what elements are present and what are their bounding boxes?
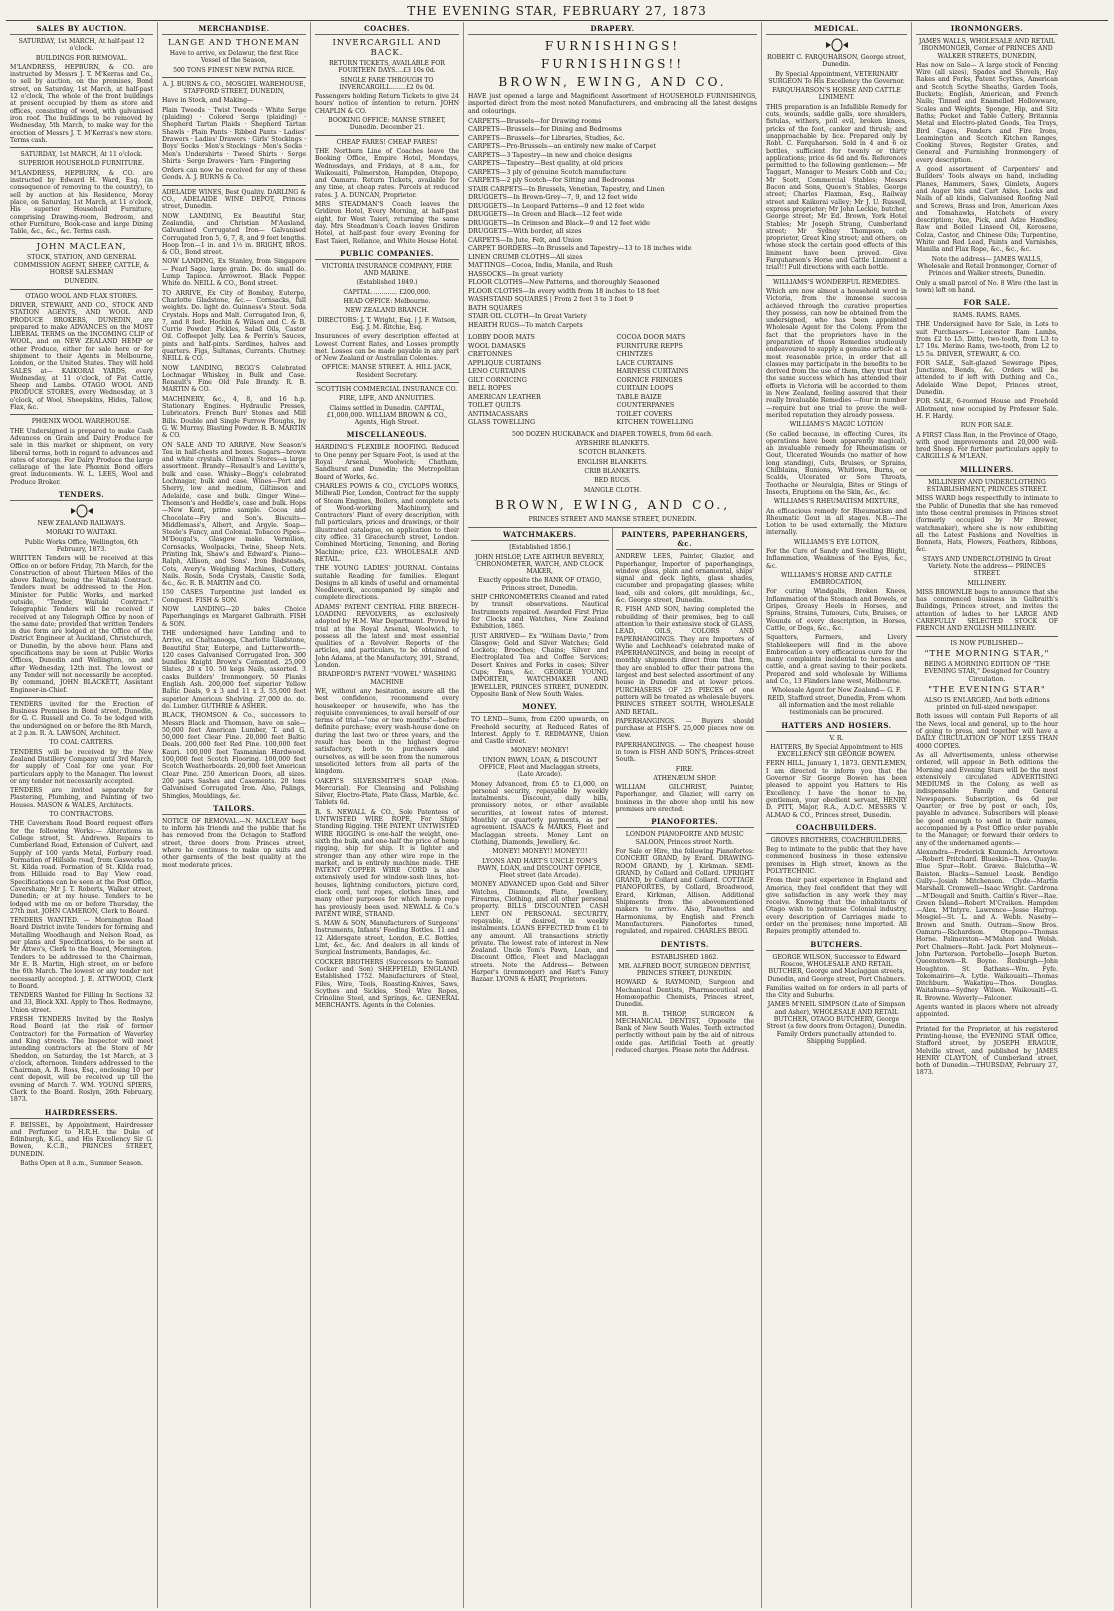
ad-walls-heading: JAMES WALLS, WHOLESALE AND RETAIL IRONMONGER, Corner of PRINCES AND WALKER STREETS, DUNEDIN, — [918, 38, 1056, 60]
ad-machinery: MACHINERY, &c., 4, 8, and 16 h.p. Stationary Engines. Hydraulic Presses, Lubricators. French Burr Stones and Mill Bills. Double and Single Furrow Ploughs, by G. W. Murray. Blasting Powder. R. B. MARTIN & CO. — [162, 395, 306, 440]
section-for-sale: FOR SALE. — [916, 296, 1058, 309]
divider — [10, 289, 153, 290]
ad-insurance-office: OFFICE: MANSE STREET. A. HILL JACK, Resident Secretary. — [321, 364, 453, 379]
list-item: AMERICAN LEATHER — [468, 392, 541, 401]
ad-money-heading-2: MONEY! MONEY!! MONEY!!! — [492, 848, 588, 856]
ad-farquharson-name: ROBERT C. FARQUHARSON, George street, Dunedin. — [766, 54, 907, 69]
ad-dentist-established: ESTABLISHED 1862. — [651, 953, 719, 961]
ad-rheumatism: WILLIAMS'S RHEUMATISM MIXTURE, — [773, 498, 900, 506]
list-item: LENO CURTAINS — [468, 367, 526, 376]
divider — [10, 697, 153, 698]
ad-scotch: SCOTCH BLANKETS. — [578, 449, 647, 457]
ad-throp: MR. B. THROP, SURGEON & MECHANICAL DENTIST, Opposite the Bank of New South Wales. Teeth extracted perfectly without pain by the aid of nitrous oxide gas. Artificial Teeth at greatly reduced charges. Please note the Address. — [615, 1010, 754, 1055]
ad-miss-ward: MISS WARD begs respectfully to intimate to the Public of Dunedin that she has removed into those central premises in Princes street (formerly occupied by Mr Brewer, watchmaker), where she is now exhibiting all the Latest Fashions and Novelties in Bonnets, Hats, Flowers, Feathers, Ribbons, &c. — [916, 495, 1058, 554]
royal-crest-icon — [69, 504, 95, 518]
ad-auction-text-2: M'LANDRESS, HEPBURN, & CO. are instructed by Edward H. Ward, Esq. (in consequence of removing to the country), to sell by auction at his Residence, Moray place, on Saturday, 1st March, at 11 o'clock, His superior Household Furniture, comprising Drawing-room, Bedroom, and other Furniture, Book-case and large Dining Table, &c., &c., &c. Terms cash. — [10, 169, 153, 236]
ad-groves-text: Beg to intimate to the public that they have commenced business in those extensive premises in High street, known as the POLYTECHNIC. — [766, 846, 907, 875]
ad-directors: DIRECTORS: J. T. Wright, Esq. | J. F. Watson, Esq. J. M. Ritchie, Esq. — [317, 316, 457, 331]
ad-victoria-capital: CAPITAL ............ £200,000. — [343, 288, 431, 296]
list-item: CARPETS—Brussels—for Drawing rooms — [468, 116, 602, 125]
ad-railways-sub: MORAKI TO WAITAKI. — [46, 529, 117, 537]
subcolumn-left — [468, 528, 613, 1056]
ad-railways-heading: NEW ZEALAND RAILWAYS. — [37, 520, 126, 528]
section-butchers: BUTCHERS. — [766, 938, 907, 951]
ad-fish-son: R. FISH AND SON, having completed the rebuilding of their premises, beg to call attention to their extensive stock of GLASS, LEAD, OILS, COLORS AND PAPERHANGINGS. They are Importers of Wylie and Lochhead's celebrated make of PAPERHANGINGS, and being in receipt of monthly shipments direct from that firm, they are enabled to offer their patrons the largest and best selected assortment of any house in Dunedin and at lower prices. PURCHASERS OF 25 PIECES of one pattern will be treated as wholesale buyers. PRINCES STREET SOUTH, WHOLESALE AND RETAIL. — [615, 606, 754, 716]
column-2 — [158, 22, 311, 1608]
ad-piano-saloon: LONDON PIANOFORTE AND MUSIC SALOON, Princes street North. — [625, 831, 744, 846]
ad-coal-text: TENDERS will be received by the New Zealand Distillery Company until 3rd March, for supply of Coal for one year. For particulars apply to the Manager. The lowest or any tender not necessarily accepted. — [10, 748, 153, 785]
ad-brown-ewing-intro: HAVE just opened a large and Magnificent Assortment of HOUSEHOLD FURNISHINGS, imported direct from the most noted Manufacturers, and embracing all the latest designs and colourings. — [468, 93, 757, 115]
ad-walls-address: Note the address— JAMES WALLS, Wholesale and Retail Ironmonger, Corner of Princes and Walker streets, Dunedin. — [917, 255, 1057, 278]
ad-beissel: F. BEISSEL, by Appointment, Hairdresser and Perfumer to H.R.H. the Duke of Edinburgh, K.G., and His Excellency Sir G. Bowen, K.C.B., PRINCES STREET, DUNEDIN. — [10, 1121, 153, 1158]
ad-auction-heading: BUILDINGS FOR REMOVAL. — [35, 54, 128, 62]
carpet-list — [468, 117, 757, 330]
ad-victoria-established: (Established 1849.) — [356, 279, 418, 287]
list-item: FLOOR CLOTHS—In every width from 18 inches to 18 feet — [468, 286, 660, 295]
ad-wool-text: DRIVER, STEWART, AND CO., STOCK AND STATION AGENTS, AND WOOL AND PRODUCE BROKERS, DUNEDIN, are prepared to make ADVANCES on the MOST LIBERAL TERMS on the INCOMING CLIP of WOOL, and on NEW ZEALAND HEMP or other Produce, either for sale here or for shipment to their Agents in Melbourne, London, or the United States. They will hold SALES at— KAIKORAI YARDS, every Wednesday, at 11 o'clock, of Fat Cattle, Sheep and Lambs. OTAGO WOOL AND PRODUCE STORES, every Wednesday, at 3 o'clock, of Wool, Sheepskins, Hides, Tallow, Flax, &c. — [10, 301, 153, 412]
ad-eye-lotion: WILLIAMS'S EYE LOTION, — [793, 538, 880, 546]
ad-phoenix-text: THE Undersigned is prepared to make Cash Advances on Grain and Dairy Produce for sale in this market or shipment, on very liberal terms, both in regard to advances and rates of storage. For Dairy Produce the large cellarage of the late Phœnix Bond offers great inducements. W. L. LEES, Wool and Produce Broker. — [10, 427, 153, 486]
list-item: STAIR CARPETS—In Brussels, Venetian, Tapestry, and Linen — [468, 184, 665, 193]
list-item: APPLIQUE CURTAINS — [468, 358, 542, 367]
ad-farquharson-appointment: By Special Appointment, VETERINARY SURGEON To His Excellency the Governor. — [768, 70, 905, 85]
ad-lange-text: Have to arrive, ex Delawur, the first Rice Vessel of the Season, — [169, 50, 299, 65]
ad-paperhangings-2: PAPERHANGINGS. — The cheapest house in town is FISH AND SON'S, Princes-street South. — [615, 741, 754, 764]
ad-insurance-text: Insurances of every description effected at Lowest Current Rates, and Losses promptly met. Losses can be made payable in any part of New Zealand or Australian Colonies. — [315, 333, 459, 363]
ad-millinery-heading-2: MILLINERY. — [967, 579, 1007, 587]
ad-chaplin: Passengers holding Return Tickets to give 24 hours' notice of intention to return. JOHN CHAPLIN & CO. — [315, 93, 459, 115]
ad-magic-lotion: WILLIAMS'S MAGIC LOTION — [789, 421, 884, 429]
ad-bed-rugs: BED RUGS. — [594, 477, 631, 485]
list-item: HEARTH RUGS—To match Carpets — [468, 320, 583, 329]
section-hairdressers: HAIRDRESSERS. — [10, 1106, 153, 1119]
ad-burns-heading: A. J. BURNS & CO., MOSGIEL WAREHOUSE, STAFFORD STREET, DUNEDIN, — [162, 80, 306, 96]
ad-hatters-letter: FERN HILL, January 1, 1873. GENTLEMEN, I am directed to inform you that the Governor Sir George Bowen has been pleased to appoint you Hatters to His Excellency. I have the honor to be, gentlemen, your obedient servant, HENRY D. PITT, Major, R.A., A.D.C. MESSRS V. ALMAO & CO., Princes street, Dunedin. — [766, 760, 907, 819]
list-item: BATH SQUARES — [468, 303, 523, 312]
ad-fire: FIRE. — [675, 765, 694, 773]
section-milliners: MILLINERS. — [916, 463, 1058, 476]
masthead-rule — [6, 20, 1108, 21]
ad-paperhangings-1: PAPERHANGINGS. — Buyers should purchase at FISH'S. 25,000 pieces now on view. — [615, 717, 754, 740]
list-item: CARPETS—2 ply Scotch—for Sitting and Bedrooms — [468, 176, 635, 185]
ad-brown-ewing-heading: BROWN, EWING, AND CO. — [498, 75, 727, 89]
ad-morning-edition: BEING A MORNING EDITION OF "THE EVENING STAR," Designed for Country Circulation. — [924, 660, 1050, 683]
ad-uncle-tom: LYONS AND HART'S UNCLE TOM'S PAWN, LOAN, and DISCOUNT OFFICE, Fleet street (late Arcade). — [477, 857, 603, 880]
ad-furnishings-2: FURNISHINGS!! — [540, 57, 685, 71]
ad-stays: STAYS AND UNDERCLOTHING In Great Variety. Note the address— PRINCES STREET. — [922, 555, 1052, 578]
section-tailors: TAILORS. — [162, 802, 306, 815]
ad-towels: 500 DOZEN HUCKABACK and DIAPER TOWELS, from 6d each. — [512, 430, 713, 438]
ad-morning-star: "THE MORNING STAR," — [924, 648, 1050, 659]
section-tenders: TENDERS. — [10, 488, 153, 501]
list-item: TOILET QUILTS — [468, 401, 521, 410]
ad-bradford-heading: BRADFORD'S PATENT "VOWEL" WASHING MACHINE — [317, 671, 457, 686]
column-1 — [6, 22, 158, 1608]
list-item: ANTIMACASSARS — [468, 409, 529, 418]
ad-agents-wanted: Agents wanted in places where not already appointed. — [916, 1004, 1058, 1019]
ad-miss-brownlie: MISS BROWNLIE begs to announce that she has commenced business in Galbraith's Buildings, Princes street, and invites the attention of ladies to her LARGE AND CAREFULLY SELECTED STOCK OF FRENCH AND ENGLISH MILLINERY. — [916, 588, 1058, 633]
ad-crib: CRIB BLANKETS. — [584, 468, 641, 476]
list-item: FLOOR CLOTHS—New Patterns, and thoroughly Seasoned — [468, 278, 660, 287]
ad-filling: TENDERS Wanted for Filling In Sections 32 and 33, Block XXI. Apply to Thos. Redmayne, Union street. — [10, 992, 153, 1014]
ad-liniment-text: THIS preparation is an Infallible Remedy for cuts, wounds, saddle galls, sore shoulders, fistulas, withers, poll evil, broken knees, pricks of the foot, canker and thrush; and unapproachable by lice. Prepared only by Robt. C. Farquharson. Sold in 4 and 6 oz bottles, sufficient for twenty or thirty applications; price 4s 6d and 6s. References permitted to the following gentlemen:— Mr Taggart, Manager to Messrs Cobb and Co.; Mr Scott, Commercial Stables; Messrs Bacon and Sons, Queen's Stables, George street; Charles Flaxman, Esq., Railway street and Kaikorai valley; Mr J. U. Russell, express proprietor; Mr John Leckie, butcher, George street; Mr Ed. Brown, York Hotel Stables; Mr Joseph Strang, Cumberland street; Mr Sydney Thompson, cab proprietor, Great King street; and others, on whose stock the certain good effects of this liniment have been proved. Give Farquharson's Horse and Cattle Liniment a trial!!! Full directions with each bottle. — [766, 103, 907, 272]
ad-rams-text: THE Undersigned have for Sale, in Lots to suit Purchasers— Leicester Ram Lambs, from £2 to L5. Ditto, two-tooth, from L3 to L7 10s. Merino Rams, two-tooth, from L2 to L5 5s. DRIVER, STEWART, & CO. — [916, 321, 1058, 358]
ad-eye-lotion-text: For the Cure of Sandy and Swelling Blight, Inflammation, Weakness of the Eyes, &c., &c. — [766, 548, 907, 570]
section-pianofortes: PIANOFORTES. — [616, 815, 755, 828]
ad-auction-date: SATURDAY, 1st MARCH, At half-past 12 o'clock. — [18, 38, 145, 53]
list-item: COCOA DOOR MATS — [616, 333, 686, 342]
ad-ayrshire: AYRSHIRE BLANKETS. — [575, 440, 650, 448]
ad-nz-branch: NEW ZEALAND BRANCH. — [345, 307, 429, 315]
ad-powis: CHARLES POWIS & CO., CYCLOPS WORKS, Millwall Pier, London, Contract for the supply of Steam Engines, Boilers, and complete sets of Wood-working Machinery, and Contractors' Plant of every description, with full particulars, prices and drawings, or their illustrated catalogue, on application to their city office. 31 Gracechurch street, London. Combined Morticing, Tenoning, and Boring Machine; price, £23. WHOLESALE AND RETAIL. — [315, 482, 459, 563]
ad-auction-date-2: SATURDAY, 1st MARCH, At 11 o'clock. — [20, 151, 143, 159]
ad-wool-heading: OTAGO WOOL AND FLAX STORES. — [25, 292, 138, 300]
ad-maw-son: S. MAW & SON, Manufacturers of Surgeons' Instruments, Infants' Feeding Bottles. 11 and 12 Aldersgate street, London, E.C. Bottles, Lint, &c., &c. And dealers in all kinds of Surgical Instruments, Bandages, &c. — [315, 920, 459, 957]
ad-brown-ewing-footer: BROWN, EWING, AND CO., — [494, 497, 731, 512]
list-item: GLASS TOWELLING — [468, 418, 536, 427]
ad-embrocation-text: For curing Windgalls, Broken Knees, Inflammation of the Stomach and Bowels, or Gripes, Greasy Heels in Horses, and Sprains, Strains, Tumours, Cuts, Bruises, or Wounds of every description, in Horses, Cattle, or Dogs, &c., &c. — [766, 588, 907, 632]
list-item: CARPETS—Brussels—for Dining and Bedrooms — [468, 125, 622, 134]
list-item: FURNITURE REPPS — [616, 341, 683, 350]
divider — [916, 636, 1058, 637]
ad-mornington: TENDERS WANTED. — Mornington Road Board District invite Tenders for forming and Metalling Woodhaugh and Nelson Road, as per plans and Specifications, to be seen at Mr Attwo's, Clerk to the Board, Mornington. Tenders to be addressed to the Chairman, Mr E. B. Martin, High street, on or before the 6th March. The lowest or any tender not necessarily accepted. J. E. ATTWOOD, Clerk to Board. — [10, 917, 153, 990]
royal-crest-icon — [824, 38, 850, 52]
ad-oakey-soap: OAKEY'S SILVERSMITH'S SOAP (Non-Mercurial). For Cleansing and Polishing Silver, Electro-Plate, Plate Glass, Marble, &c. Tablets 6d. — [315, 777, 459, 807]
list-item: CARPETS—Tapestry—Best quality, at old prices — [468, 159, 623, 168]
section-auction: SALES BY AUCTION. — [10, 22, 153, 35]
ad-simpson: JAMES M'NEIL SIMPSON (Late of Simpson and Asher), WHOLESALE AND RETAIL BUTCHER, OTAGO BUTCHERY, George Street (a few doors from Octagon), Dunedin. Family Orders punctually attended to. Shipping Supplied. — [766, 1001, 907, 1045]
ad-agents-list: Alexandra—Frederick Kummich. Arrowtown—Robert Pritchard. Blueskin—Thos. Quayle. Blue Spur—Robt. Græve. Balclutha—W. Baiston. Blacks—Samuel Leask. Bendigo Gully—Josiah Mitchenson. Clyde—Martin Marshall. Cromwell—Isaac Wright. Cardrona—M'Dougall and Smith. Caitlin's River—Rae. Green Island—Robert M'Craiken. Hampden—Alex. M'Intyre. Lawrence—Jesse Harrop. Mosgiel—St. L. and A. Webb. Naseby—Brown and Smith. Outram—Snow Bros. Oamaru—Richardson. Otepopo—Thomas Horne. Palmerston—M'Mahon and Welsh. Port Chalmers—Robt. Jack. Port Molyneux—John Parterson. Portobello—Joseph Burton. Queenstown—R. Boyne. Roxburgh—John Houghton. St. Bathans—Wm. Fyfe. Tokomairiro—A. Lytle. Waikouaiti—Thomas Ditchburn. Wakatipu—Thos. Douglas. Waitahuna—Sydney Wilson. Waikouaiti—G. R. Browne. Waverly—Falconer. — [916, 848, 1058, 1002]
ad-steadman: MRS STEADMAN'S Coach leaves the Gridiron Hotel, Every Morning, at half-past eight, for West Taieri, returning the same day. Mrs Steadman's Coach leaves Gridiron Hotel, at half-past four every Evening for East Taieri, Reliance, and White House Hotel. — [315, 201, 459, 245]
ad-baths: Baths Open at 8 a.m., Summer Season. — [20, 1160, 143, 1168]
section-hatters: HATTERS AND HOSIERS. — [766, 719, 907, 732]
ad-union-pawn: UNION PAWN, LOAN, & DISCOUNT OFFICE, Fleet and Maclaggan streets, (Late Arcade). — [479, 756, 601, 779]
ad-lange-name: LANGE AND THONEMAN — [168, 38, 300, 48]
subcolumn-right — [613, 528, 758, 1056]
ad-evening-star: "THE EVENING STAR" — [928, 684, 1046, 695]
divider — [10, 147, 153, 148]
ad-to-arrive: TO ARRIVE, Ex City of Bombay, Euterpe, Charlotte Gladstone, &c.— Cornsacks, full weights. Do. light do. Guinness's Stout. Soda Crystals. Hops and Malt. Corrugated Iron, 6, 7, and 8 feet. Hochin & Wilson and C. & B. Currie Powder. Pickles, Salad Oils, Castor Oil. Coffeepot Jelly. Lea & Perrin's Sauces, pints and half-pints. Sardines, halves and quarters. Figs, Sultanas, Currants. Chutney. NEILL & CO. — [162, 289, 306, 363]
list-item: CRETONNES — [468, 350, 513, 359]
ad-cheap-fares: CHEAP FARES! CHEAP FARES! — [336, 138, 438, 146]
list-item: LINEN CRUMB CLOTHS—All sizes — [468, 252, 583, 261]
ad-house: FOR SALE, 6-roomed House and Freehold Allotment, now occupied by Professor Sale. H. F. Hardy. — [916, 398, 1058, 420]
section-drapery: DRAPERY. — [468, 22, 757, 35]
ad-on-sale: ON SALE AND TO ARRIVE. New Season's Tea in half-chests and boxes. Sugars—brown and white crystals. Oilmen's Stores—a large assortment. Brandy—Renault's and Levitte's, bulk and case. Whisky—Begg's celebrated Lochnagar, bulk and case. Wines—Port and Sherry, low and medium, Giltinson and Adelaide, case and bulk. Ginger Wine—Thomson's and Heddle's, case and bulk. Hops—New Kent, prime sample. Cocoa and Chocolate—Fry and Son's. Biscuits—Middlemass's, Albert, and Argyle. Soap—Steele's Fancy, and Colonial. Tobacco Pipes—M'Dougal's, Glasgow make. Vermilion, Cornsacks, Woolpacks, Twine, Sheep Nets. Printing Ink, Shaw's and Edward's. Piano—Ralph, Allison, and Sons'. Iron Bedsteads, Cots, Avery's Weighing Machines, Cutlery, Nails. Rosin, Soda Crystals, Caustic Soda, &c., &c. R. B. MARTIN and CO. — [162, 441, 306, 588]
ad-money-heading: MONEY! MONEY! — [510, 747, 569, 755]
goods-pairs — [468, 333, 757, 427]
ad-lange-rice: 500 TONS FINEST NEW PATNA RICE. — [173, 66, 295, 74]
ad-burns-intro: Have in Stock, and Making— — [162, 97, 254, 105]
divider — [10, 414, 153, 415]
ad-athenaeum: ATHENÆUM SHOP. — [653, 774, 717, 782]
columns — [6, 22, 1108, 1608]
list-item: DRUGGETS—In Green and Black—12 feet wide — [468, 210, 623, 219]
divider — [916, 1022, 1058, 1023]
ad-tender-russell: TENDERS invited for the Erection of Business Premises in Bond street, Dunedin, for G. C. Russell and Co. To be lodged with the undersigned on or before the 8th March, at 2 p.m. R. A. LAWSON, Architect. — [10, 700, 153, 738]
section-watchmakers: WATCHMAKERS. — [471, 528, 609, 541]
masthead: THE EVENING STAR, FEBRUARY 27, 1873 — [407, 4, 707, 18]
ad-auction-heading-2: SUPERIOR HOUSEHOLD FURNITURE. — [18, 160, 145, 168]
ad-walls-stock: Has now on Sale— A large stock of Fencing Wire (all sizes), Spades and Shovels, Hay Rakes and Forks, Patent Scythes, American and Scotch Scythe Sheaths, Garden Tools, Buckets; English, American, and French Nails; Tinned and Enamelled Hollowware, Scales and Weights; Sponge, Hip, and Sitz Baths; Pocket and Table Cutlery, Britannia Metal and Electro-plated Goods, Tea Trays, Bird Cages, Fenders and Fire Irons, Leamington and Scotch Kitchen Ranges, Cooking Stoves, Register Grates, and General and Furnishing Ironmongery of every description. — [916, 61, 1058, 164]
list-item: CARPETS—In Jute, Felt, and Union — [468, 235, 583, 244]
ad-burns-list: Plain Tweeds · Twist Tweeds · White Serge (plaiding) · Colored Serge (plaiding) · Shepherd Tartan Plaids · Shepherd Tartan Shawls · Plain Pants · Ribbed Pants · Ladies' Drawers · Ladies' Drawers · Girls' Stockings · Boys' Socks · Men's Stockings · Men's Socks · Men's Undershirts · Tweed Shirts · Serge Shirts · Serge Drawers · Yarn · Fingering — [162, 106, 306, 165]
ad-victoria-insurance: VICTORIA INSURANCE COMPANY, FIRE AND MARINE. — [321, 262, 453, 278]
ad-now-landing-iron: NOW LANDING, Ex Beautiful Star, Zealandia, and Christian M'Ausland, Galvanised Corrugated Iron— Galvanised Corrugated Iron 5, 6, 7, 8, and 9 feet lengths. Hoop Iron—1 in. and 1½ in. BRIGHT, BROS. & CO., Bond street. — [162, 212, 306, 257]
ad-run-text: A FIRST Class Run, in the Province of Otago, with good improvements and 20,000 well-bred Sheep. For further particulars apply to CARGILLS & M'LEAN. — [916, 431, 1058, 461]
ad-walls-wire: Only a small parcel of No. 8 Wire (the last in town) left on hand. — [916, 279, 1058, 294]
ad-mangle: MANGLE CLOTH. — [583, 486, 642, 494]
ad-adams-revolvers: ADAMS' PATENT CENTRAL FIRE BREECH-LOADING REVOLVERS, as exclusively adopted by H.M. War Department. Proved by trial at the Royal Arsenal, Woolwich, to possess all the latest and most essential qualities of a Revolver. Reports of the articles, and particulars, to be obtained of John Adams, at the Manufactory, 391, Strand, London. — [315, 603, 459, 670]
section-ironmongers: IRONMONGERS. — [916, 22, 1058, 35]
divider — [315, 135, 459, 136]
ad-railways-text: WRITTEN Tenders will be received at this Office on or before Friday, 7th March, for the Construction of about Thirteen Miles of the above Railway, being the Waitaki Contract. Tenders must be addressed to the Hon. Minister for Public Works, and marked outside, "Tender, Waitaki Contract." Telegraphic Tenders will be received if received at any Telegraph Office by noon of the same date; provided that written Tenders in due form are lodged at the Office of the District Engineer at Auckland, Christchurch, or Dunedin, by the above hour. Plans and specifications may be seen at Public Works Offices, Dunedin and Wellington, on and after Wednesday, 12th inst. The lowest or any Tender will not necessarily be accepted. By command, JOHN BLACKETT, Assistant Engineer-in-Chief. — [10, 555, 153, 694]
list-item: CARPETS—3 ply of genuine Scotch manufacture — [468, 167, 626, 176]
ad-pipes: FOR SALE, Salt-glazed Sewerage Pipes, Junctions, Bends, &c. Orders will be attended to if left with Duthing and Co., Adelaide Wine Depot, Princes street, Dunedin. — [916, 359, 1058, 397]
list-item: LOBBY DOOR MATS — [468, 333, 535, 342]
ad-rheumatism-text: An efficacious remedy for Rheumatism and Rheumatic Gout in all stages. N.B.—The Lotion to be used externally, the Mixture internally. — [766, 507, 907, 537]
list-item: HASSOCKS—In great variety — [468, 269, 563, 278]
list-item: DRUGGETS—With border, all sizes — [468, 227, 582, 236]
ad-burns-footer: Orders can now be received for any of these Goods. A. J. BURNS & Co. — [162, 167, 306, 182]
ad-to-lend: TO LEND—Sums, from £200 upwards, on Freehold security, at Reduced Rates of Interest. Apply to T. REDMAYNE, Union and Castle street. — [471, 716, 609, 746]
ad-maclean-place: DUNEDIN. — [64, 278, 99, 286]
list-item: CURTAIN LOOPS — [616, 384, 674, 393]
section-coaches: COACHES. — [315, 22, 459, 35]
ad-paperhangings: NOW LANDING—20 bales Choice Paperhangings ex Margaret Galbraith. FISH & SON. — [162, 606, 306, 628]
section-money: MONEY. — [471, 700, 609, 713]
ad-brown-ewing-address: PRINCES STREET AND MANSE STREET, DUNEDIN. — [528, 515, 697, 523]
list-item: CORNICE FRINGES — [616, 375, 683, 384]
list-item: TABLE BAIZE — [616, 392, 662, 401]
divider — [315, 382, 459, 383]
imprint: Printed for the Proprietor, at his registered Printing-house, the EVENING STAR Office, Stafford street, by JOSEPH ERAGUE, Melville street, and published by JAMES HENRY CLAYTON, of Cumberland street, both of Dunedin.—THURSDAY, February 27, 1873. — [916, 1025, 1058, 1077]
section-dentists: DENTISTS. — [616, 938, 755, 951]
ad-circulation: Both issues will contain Full Reports of all the News, local and general, up to the hour of going to press, and together will have a DAILY CIRCULATION OF NOT LESS THAN 4000 COPIES. — [916, 713, 1058, 750]
ad-williams-text: Which are now almost a household word in Victoria, from the immense success achieved through the curative properties they possess, can now be obtained from the undersigned, who has been appointed Wholesale Agent for the Colony. From the fact that the proprietors have in the preparation of those Remedies studiously endeavoured to supply a genuine article at a most reasonable price, in order that all classes may participate in the benefits to be derived from the use of them, they trust that the same success which has attended their efforts in Victoria will be accorded to them in New Zealand, feeling assured that their really Invaluable Remedies —four in number—require but one trial to prove the well-merited reputation they already possess. — [766, 287, 907, 419]
ad-roslyn: FRESH TENDERS Invited by the Roslyn Road Board (at the risk of former Contractor) for the Formation of Waverley and King streets. The Inspector will meet intending contractors at the Store of Mr Sheddon, on Saturday, the 1st March, at 3 o'clock, afternoon. Tenders addressed to the Chairman, A. R. Ross, Esq., enclosing 10 per cent deposit, will be received up till the evening of March 7. WM. YOUNG SPIERS, Clerk to the Board. Roslyn, 26th February, 1873. — [10, 1016, 153, 1104]
column-3 — [311, 22, 464, 1608]
section-painters: PAINTERS, PAPERHANGERS, &c. — [616, 528, 755, 550]
ad-embrocation: WILLIAMS'S HORSE AND CATTLE EMBROCATION, — [781, 571, 892, 587]
ad-groves-text-2: From their past experience in England and America, they feel confident that they will give satisfaction in any work they may receive. Knowing that the inhabitants of Otago wish to patronise Colonial industry, every description of Carriages made to order on the premises; none imported. All Repairs promptly attended to. — [766, 877, 907, 936]
list-item: CARPETS—Brussels—for Libraries, Studies, &c. — [468, 133, 625, 142]
column-6 — [912, 22, 1062, 1608]
ad-young-ladies-journal: THE YOUNG LADIES' JOURNAL Contains suitable Reading for families. Elegant Designs in all kinds of useful and ornamental Needlework, accompanied by simple and complete directions. — [315, 565, 459, 602]
list-item: CARPET BORDERS—In Brussels and Tapestry—13 to 18 inches wide — [468, 244, 692, 253]
list-item: CARPETS—Pro-Brussels—an entirely new make of Carpet — [468, 142, 656, 151]
ad-turpentine: 150 CASES Turpentine just landed ex Conquest. FISH & SON. — [162, 589, 306, 604]
ad-now-published: IS NOW PUBLISHED— — [950, 639, 1024, 647]
ad-furnishings-1: FURNISHINGS! — [544, 39, 681, 53]
ad-auction-text: M'LANDRESS, HEPBURN, & CO. are instructed by Messrs J. T. M'Kerras and Co., to sell by auction, on the premises, Bond street, on Saturday, 1st March, at half-past 12 o'clock, The whole of the front buildings at present occupied by them as store and offices, consisting of wood, with galvanised iron roof. The buildings to be removed by Wednesday, 5th March, to make way for the erection of Messrs J. T. M'Kerras's new store. Terms cash. — [10, 63, 153, 144]
ad-macleay-removal: NOTICE OF REMOVAL.—N. MACLEAY begs to inform his friends and the public that he has removed from the Octagon to Stafford street, three doors from Princes street, where he continues to make up suits and other garments of the best quality at the most moderate prices. — [162, 817, 306, 869]
ad-return-tickets: RETURN TICKETS, AVAILABLE FOR FOURTEEN DAYS....£3 10s 0d. — [329, 60, 445, 75]
list-item: GILT CORNICING — [468, 375, 527, 384]
ad-george-young: JUST ARRIVED— Ex "William Davie," from Glasgow; Gold and Silver Watches; Gold Lockets; Brooches; Chains; Silver and Electroplated Tea and Coffee Services; Desert Knives and Forks in cases; Silver Cups; Fans, &c. GEORGE YOUNG, IMPORTER, WATCHMAKER AND JEWELLER, PRINCES STREET, DUNEDIN. Opposite Bank of New South Wales. — [471, 632, 609, 698]
ad-guthrie-asher: THE undersigned have Landing and to Arrive, ex Chattanooga, Charlotte Gladstone, Beautiful Star, Euterpe, and Lutterworth— 120 cases Galvanised Corrugated Iron. 300 bundles Knight Brown's Cemented. 25,000 Slates, 20 x 10. 50 kegs Nails, assorted. 3 casks Builders' Ironmongery. 50 Planks English Ash. 200,000 feet superior Yellow Baltic Deals, 9 x 3 and 11 x 3. 55,000 feet superior American Shelving. 27,000 do. do. do. Lumber. GUTHRIE & ASHER. — [162, 629, 306, 710]
section-public-companies: PUBLIC COMPANIES. — [315, 247, 459, 260]
ad-lyons-hart: MONEY ADVANCED upon Gold and Silver Watches, Diamonds, Plate, Jewellery, Firearms, Clothing, and all other personal property. BILLS DISCOUNTED. CASH LENT ON PERSONAL SECURITY, repayable, if desired, in weekly instalments. LOANS EFFECTED from £1 to any amount. All transactions strictly private. The lowest rate of interest in New Zealand. Uncle Tom's Pawn, Loan, and Discount Office, Fleet and Maclaggan streets. Note the Address— Between Harper's (ironmonger) and Hart's Fancy Bazaar. LYONS & HART, Proprietors. — [471, 881, 609, 984]
drapery-subcolumns — [468, 527, 757, 1056]
section-merchandise: MERCHANDISE. — [162, 22, 306, 35]
ad-single-fare: SINGLE FARE THROUGH TO INVERCARGILL........£2 0s 0d. — [339, 76, 435, 91]
divider — [766, 275, 907, 276]
ad-plastering: TENDERS are invited separately for Plastering, Plumbing, and Painting of two Houses. MASON & WALES, Architects. — [10, 787, 153, 809]
ad-now-landing-sago: NOW LANDING, Ex Stanley, from Singapore— Pearl Sago, large grain. Do. do. small do. Lump Tapioca. Arrowroot. Black Pepper. White do. NEILL & CO., Bond street. — [162, 258, 306, 288]
list-item: COUNTERPANES — [616, 401, 675, 410]
ad-adelaide-wines: ADELAIDE WINES, Best Quality. DARLING & CO., ADELAIDE WINE DEPOT, Princes street, Dunedin. — [162, 188, 306, 211]
ad-families: Families waited on for orders in all parts of the City and Suburbs. — [766, 984, 907, 1000]
ad-george-wilson: GEORGE WILSON, Successor to Edward Roscoe, WHOLESALE AND RETAIL BUTCHER, George and Maclaggan streets, Dunedin, and George street, Port Chalmers. — [767, 953, 906, 983]
divider — [162, 185, 306, 186]
ad-vr: V. R. — [829, 734, 844, 742]
list-item: DRUGGETS—In Leopard Patterns—9 and 12 feet wide — [468, 201, 645, 210]
section-miscellaneous: MISCELLANEOUS. — [315, 428, 459, 441]
ad-bradford-text: WE, without any hesitation, assure all the best confidence, recommend every housekeeper or housewife, who has the requisite conveniences, to avail herself of our terms of trial—"one or two months"—before definite purchase; every wash-house done on during the last two or three years, and the result has been in the highest degree satisfactory, both to purchasers and ourselves, as will be seen from the numerous unsolicited letters from all parts of the kingdom. — [315, 687, 459, 776]
ad-howard-raymond: HOWARD & RAYMOND, Surgeon and Mechanical Dentists, Pharmaceutical and Homœopathic Chemists, Princes street, Dunedin. — [615, 979, 754, 1009]
ad-scottish-capital: Claims settled in Dunedin. CAPITAL, £1,000,000. WILLIAM BROWN & CO., Agents, High Street. — [326, 404, 448, 427]
ad-groves-heading: GROVES BROTHERS, COACHBUILDERS, — [770, 836, 903, 844]
list-item: STAIR OIL CLOTH—In Great Variety — [468, 312, 587, 321]
ad-cocker-brothers: COCKER BROTHERS (Successors to Samuel Cocker and Son) SHEFFIELD, ENGLAND. Established 1752. Manufacturers of Steel, Files, Wire, Tools, Roasting-Knives, Saws, Scythes and Sickles, Steel Wire Ropes, Crinoline Steel, and Springs, &c. GENERAL MERCHANTS. Agents in the Colonies. — [315, 958, 459, 1010]
list-item: BELL ROPES — [468, 384, 512, 393]
ad-piano-list: For Sale or Hire, the following Pianofortes: CONCERT GRAND, by Erard. DRAWING-ROOM GRAND, by J. Kirkman. SEMI-GRAND, by Collard and Collard. UPRIGHT GRAND, by Collard and Collard. COTTAGE PIANOFORTES, by Collard, Broadwood, Erard, Kirkman, Allison. Additional Shipments from the abovementioned makers to arrive. Also, Pianettes and Harmoniums, by English and French Manufacturers. Pianofortes tuned, regulated, and repaired. CHARLES BEGG. — [615, 847, 754, 936]
list-item: TOILET COVERS — [616, 409, 673, 418]
column-4 — [464, 22, 762, 1608]
ad-hislop-address: Exactly opposite the BANK OF OTAGO, Princes street, Dunedin. — [478, 577, 602, 592]
ad-alfred-boot: MR. ALFRED BOOT, SURGEON DENTIST, PRINCES STREET, DUNEDIN. — [618, 962, 752, 978]
ad-williams-heading: WILLIAMS'S WONDERFUL REMEDIES. — [773, 278, 900, 286]
ad-maclean-text: STOCK, STATION, AND GENERAL COMMISSION AGENT, SHEEP, CATTLE, & HORSE SALESMAN — [13, 254, 150, 277]
ad-maclean-name: JOHN MACLEAN, — [36, 242, 127, 253]
ad-liniment-heading: FARQUHARSON'S HORSE AND CATTLE LINIMENT. — [772, 87, 901, 102]
ad-hatters-heading: HATTERS, By Special Appointment to HIS EXCELLENCY SIR GEORGE BOWEN. — [770, 743, 903, 759]
ad-harding-roofing: HARDING'S FLEXIBLE ROOFING. Reduced to One penny per Square Foot, is used at the Royal Arsenal, Woolwich; Chatham, Sandhurst and Dunedin; the Metropolitan Board of Works, &c. — [315, 444, 459, 481]
list-item: DRUGGETS—In Crimson and Black—9 and 12 feet wide — [468, 218, 650, 227]
ad-northern-line: THE Northern Line of Coaches leave the Booking Office, Empire Hotel, Mondays, Wednesdays, and Fridays, at 8 a.m., for Waikouaiti, Palmerston, Hampden, Otepopo, and Oamaru. Return Tickets, available for any time, at cheap rates. Parcels at reduced rates. J. A. DUNCAN, Proprietor. — [315, 147, 459, 199]
ad-coal-heading: TO COAL CARTERS. — [49, 739, 114, 747]
ad-caversham: THE Caversham Road Board request offers for the following Works:— Alterations in College street, St. Andrews. Repairs to Cumberland Road, Extension of Culvert, and Supply of 100 yards Metal, Forbury road. Formation of Hillside road, from Gasworks to St. Kilda road. Formation of St. Kilda road, from Hillside road to Bay View road. Specifications can be seen at the Post Office, Caversham; Mr J. T. Roberts, Walker street, Dunedin; or at my house. Tenders to be lodged with me on or before Thursday, the 27th inst. JOHN CAMERON, Clerk to Board. — [10, 820, 153, 915]
ad-scottish-lines: FIRE, LIFE, AND ANNUITIES. — [339, 395, 435, 403]
ad-newall: R. S. NEWALL & CO., Sole Patentees of UNTWISTED WIRE ROPE, For Ships' Standing Rigging. THE PATENT UNTWISTED WIRE RIGGING is one-half the weight, one-sixth the bulk, and one-half the price of hemp rigging, ship for ship. It is lighter and stronger than any other wire rope in the market, and is entirely machine made. THE PATENT COPPER WIRE CORD is also extensively used for window-sash lines, hot-houses, lightning conductors, picture cord, clock cord, tent ropes, clothes lines, and many other purposes for which hemp rope has previously been used. NEWALL & Co.'s PATENT WIRE, STRAND. — [315, 808, 459, 918]
ad-hislop-text: SHIP CHRONOMETERS Cleaned and rated by transit observations. Nautical Instruments repaired. Awarded First Prize for Clocks and Watches, New Zealand Exhibition, 1865. — [471, 594, 609, 631]
ad-hislop-established: [Established 1856.] — [509, 544, 571, 552]
list-item: CHINTZES — [616, 350, 653, 359]
section-coachbuilders: COACHBUILDERS. — [766, 821, 907, 834]
ad-run-heading: RUN FOR SALE. — [960, 422, 1014, 430]
section-medical: MEDICAL. — [766, 22, 907, 35]
ad-begg-whisky: NOW LANDING, BEGG'S Celebrated Lochnagar Whiskey, in Bulk and Case. Renault's Fine Old Pale Brandy. R. B. MARTIN & CO. — [162, 364, 306, 394]
ad-hislop-heading: JOHN HISLOP, LATE ARTHUR BEVERLY, CHRONOMETER, WATCH, AND CLOCK MAKER, — [475, 553, 605, 576]
ad-railways-office: Public Works Office, Wellington, 6th February, 1873. — [24, 538, 139, 553]
list-item: HARNESS CURTAINS — [616, 367, 689, 376]
list-item: KITCHEN TOWELLING — [616, 418, 694, 427]
ad-black-thomson: BLACK, THOMSON & Co., successors to Messrs Black and Thomson, have on sale— 50,000 feet American Lumber, T. and G. 50,000 feet Clear Pine. 20,000 feet Baltic Deals. 200,000 feet Red Pine. 100,000 feet Kauri. 100,000 feet Tasmanian Hardwood. 100,000 feet Scotch Flooring. 100,000 feet Scotch Weatherboards. 20,000 feet American Clear Pine. 250 American Doors, all sizes. 200 pairs Sashes and Casements. 20 tons Galvanised Corrugated Iron. Also, Palings, Shingles, Mouldings, &c. — [162, 712, 306, 800]
ad-victoria-head-office: HEAD OFFICE: Melbourne. — [343, 298, 431, 306]
ad-gilchrist: WILLIAM GILCHRIST, Painter, Paperhanger, and Glazier, will carry on business in the above shop until his new premises are erected. — [615, 784, 754, 814]
list-item: DRUGGETS—In Brown-Grey—7, 9, and 12 feet wide — [468, 193, 638, 202]
ad-squatters: Squatters, Farmers, and Livery Stablekeepers will find in the above Embrocation a very efficacious cure for the many complaints incidental to horses and cattle, and a great saving to their pockets. Prepared and sold wholesale by Williams and Co., 13 Flinders lane west, Melbourne. — [766, 634, 907, 686]
list-item: MATTINGS—Cocoa, India, Manila, and Rush — [468, 261, 613, 270]
ad-magic-lotion-text: (So called because, in effecting Cures, its operations have been apparently magical), an invaluable remedy for Rheumatism or Gout, Ulcerated Wounds (no matter of how long standing), Cuts, Bruises, or Sprains, Chilblains, Bunions, Whitlows, Burns, or Scalds, Ulcerated or Sore Throats, Toothache or Neuralgia, Bites or Stings of Insects, Eruptions on the Skin, &c., &c. — [766, 430, 907, 496]
ad-invercargill-heading: INVERCARGILL AND BACK. — [332, 38, 442, 58]
divider — [10, 238, 153, 239]
ad-walls-tools: A good assortment of Carpenters' and Builders' Tools always on hand, including Planes, Hammers, Saws, Gimlets, Augers and Auger bits and Cart Axles, Locks and Nails of all kinds, Galvanised Roofing Nail and Screws, Brass and Iron, American Axes and Tomahawks, Hatchets of every description; Axe, Pick, and Adze Handles; Raw and Boiled Linseed Oil, Kerosene, Colza, Castor, and Chinese Oils; Turpentine, White and Red Lead, Paints and Varnishes, Manilla and Flax Rope, &c., &c., &c. — [916, 166, 1058, 254]
list-item: WASHSTAND SQUARES | From 2 feet 3 to 3 feet 9 — [468, 295, 634, 304]
divider — [162, 77, 306, 78]
ad-booking-office: BOOKING OFFICE: MANSE STREET, Dunedin. December 21. — [328, 117, 446, 132]
column-5 — [762, 22, 912, 1608]
ad-andrew-lees: ANDREW LEES, Painter, Glazier, and Paperhanger, Importer of paperhangings, window glass, plain and ornamental, ships' signal and deck lights, glass shades, cucumber and propagating glasses; white lead, oils and colors, gilt mouldings, &c., &c. George street, Dunedin. — [615, 553, 754, 605]
ad-reid-agent: Wholesale Agent for New Zealand— G. F. REID, Stafford street, Dunedin, From whom all information and the most reliable testimonials can be procured. — [767, 687, 906, 717]
list-item: WOOL DAMASKS — [468, 341, 526, 350]
ad-millinery-heading: MILLINERY AND UNDERCLOTHING ESTABLISHMENT, PRINCES STREET. — [926, 478, 1048, 494]
ad-english: ENGLISH BLANKETS. — [577, 458, 648, 466]
ad-phoenix-heading: PHŒNIX WOOL WAREHOUSE. — [31, 418, 132, 426]
ad-union-text: Money Advanced, from £5 to £1,000, on personal security, repayable by weekly instalments. Discount, daily bills, promissory notes, or other available securities, at lowest rates of interest. Monthly or quarterly payments, as per agreement. ISAACS & MARKS, Fleet and Maclaggan streets. Money Lent on Clothing, Diamonds, Jewellery, &c. — [471, 780, 609, 846]
ad-scottish-commercial: SCOTTISH COMMERCIAL INSURANCE CO. — [316, 385, 458, 393]
ad-advertisements: As all Advertisements, unless otherwise ordered, will appear in Both editions the Morning and Evening Stars will be the most extensively circulated ADVERTISING MEDIUMS in the Colony, as well as indispensable Family and General Newspapers. Subscription, 6s 6d per Quarter; or free by post or each, 10s, payable in advance. Subscribers will please be good enough to send in their names, accompanied by a Post Office order payable to the Manager; or forward their orders to any of the undernamed agents:— — [916, 751, 1058, 847]
ad-enlarged: ALSO IS ENLARGED, And both editions printed on full-sized newspaper. — [924, 696, 1050, 712]
ad-contractors-heading: TO CONTRACTORS. — [49, 811, 114, 819]
list-item: CARPETS—3 Tapestry—in new and choice designs — [468, 150, 633, 159]
list-item: LACE CURTAINS — [616, 358, 673, 367]
ad-rams-heading: RAMS. RAMS. RAMS. — [952, 312, 1022, 320]
